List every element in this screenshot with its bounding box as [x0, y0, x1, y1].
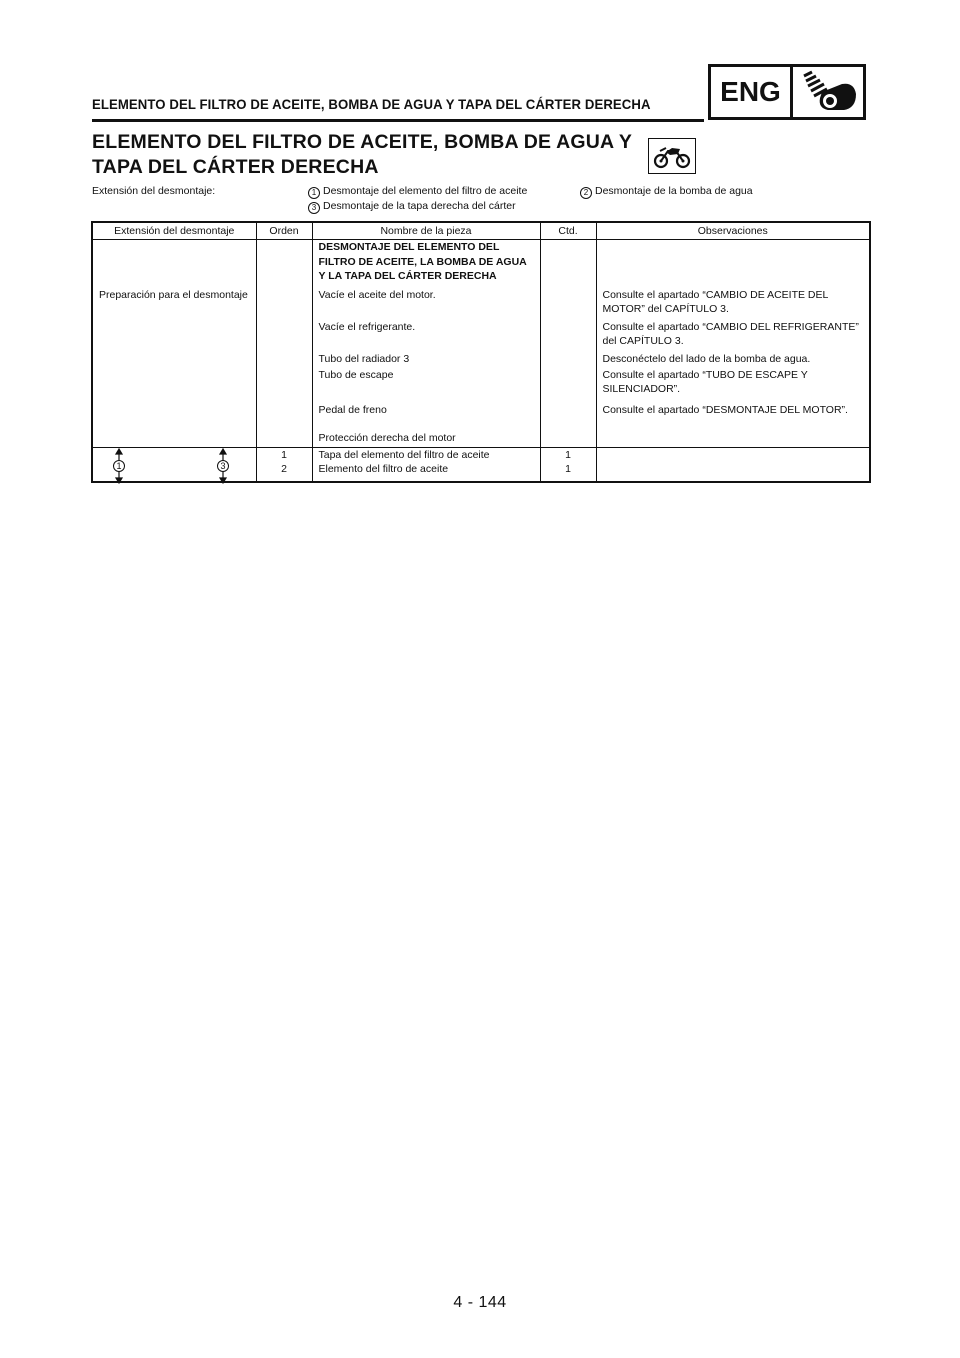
page-title [92, 130, 652, 180]
prep-part: Tubo de escape [312, 368, 540, 403]
prep-part: Protección derecha del motor [312, 431, 540, 448]
part-note [596, 447, 870, 482]
scope-item-2-text: Desmontaje de la bomba de agua [595, 185, 753, 197]
prep-note: Consulte el apartado “CAMBIO DE ACEITE DEL MOTOR” del CAPÍTULO 3. [596, 288, 870, 320]
header-rule [92, 119, 704, 122]
page-title-line-1: ELEMENTO DEL FILTRO DE ACEITE, BOMBA DE AGUA Y [92, 131, 633, 153]
part-qty: 1 [540, 462, 596, 482]
scope-item-1-text: Desmontaje del elemento del filtro de aceite [323, 185, 528, 197]
table-header-row [92, 222, 870, 240]
scope-item-2-number: 2 [580, 187, 592, 199]
prep-note: Consulte el apartado “TUBO DE ESCAPE Y SILENCIADOR”. [596, 368, 870, 403]
table-row [92, 240, 870, 288]
prep-note: Consulte el apartado “CAMBIO DEL REFRIGERANTE” del CAPÍTULO 3. [596, 320, 870, 352]
prep-part: Tubo del radiador 3 [312, 352, 540, 368]
header-remarks: Observaciones [596, 222, 870, 240]
range-arrows [93, 448, 257, 484]
range-marker-end: 3 [220, 460, 226, 471]
motorcycle-icon [648, 138, 696, 174]
scope-item-1-number: 1 [308, 187, 320, 199]
scope-item-2 [580, 184, 753, 199]
prep-label: Preparación para el desmontaje [92, 288, 256, 448]
part-qty: 1 [540, 447, 596, 462]
header-order: Orden [256, 222, 312, 240]
running-header-title: ELEMENTO DEL FILTRO DE ACEITE, BOMBA DE AGUA Y TAPA DEL CÁRTER DERECHA [92, 96, 651, 112]
range-marker-start: 1 [116, 460, 122, 471]
scope-label: Extensión del desmontaje: [92, 185, 216, 197]
disassembly-table [91, 221, 871, 483]
section-badge [708, 64, 866, 120]
prep-part: Vacíe el aceite del motor. [312, 288, 540, 320]
prep-note: Desconéctelo del lado de la bomba de agua. [596, 352, 870, 368]
header-part-name: Nombre de la pieza [312, 222, 540, 240]
page-number: 4 - 144 [453, 1294, 507, 1311]
prep-note: Consulte el apartado “DESMONTAJE DEL MOTOR”. [596, 403, 870, 448]
header-extension: Extensión del desmontaje [92, 222, 256, 240]
table-row [92, 447, 870, 462]
part-name: Tapa del elemento del filtro de aceite [312, 447, 540, 462]
scope-item-1 [308, 184, 588, 199]
table-row [92, 288, 870, 320]
prep-part: Pedal de freno [312, 403, 540, 431]
header-quantity: Ctd. [540, 222, 596, 240]
scope-item-3-number: 3 [308, 202, 320, 214]
section-badge-label: ENG [711, 67, 793, 117]
page-title-line-2: TAPA DEL CÁRTER DERECHA [92, 156, 379, 178]
prep-part: Vacíe el refrigerante. [312, 320, 540, 352]
scope-list-left [308, 184, 588, 214]
engine-bolt-icon [793, 67, 863, 117]
part-name: Elemento del filtro de aceite [312, 462, 540, 482]
scope-item-3-text: Desmontaje de la tapa derecha del cárter [323, 200, 516, 212]
range-marker-cell [92, 447, 256, 482]
part-order: 1 [256, 447, 312, 462]
part-order: 2 [256, 462, 312, 482]
section-title: DESMONTAJE DEL ELEMENTO DEL FILTRO DE ACEITE, LA BOMBA DE AGUA Y LA TAPA DEL CÁRTER DERECHA [312, 240, 540, 288]
scope-item-3 [308, 199, 588, 214]
